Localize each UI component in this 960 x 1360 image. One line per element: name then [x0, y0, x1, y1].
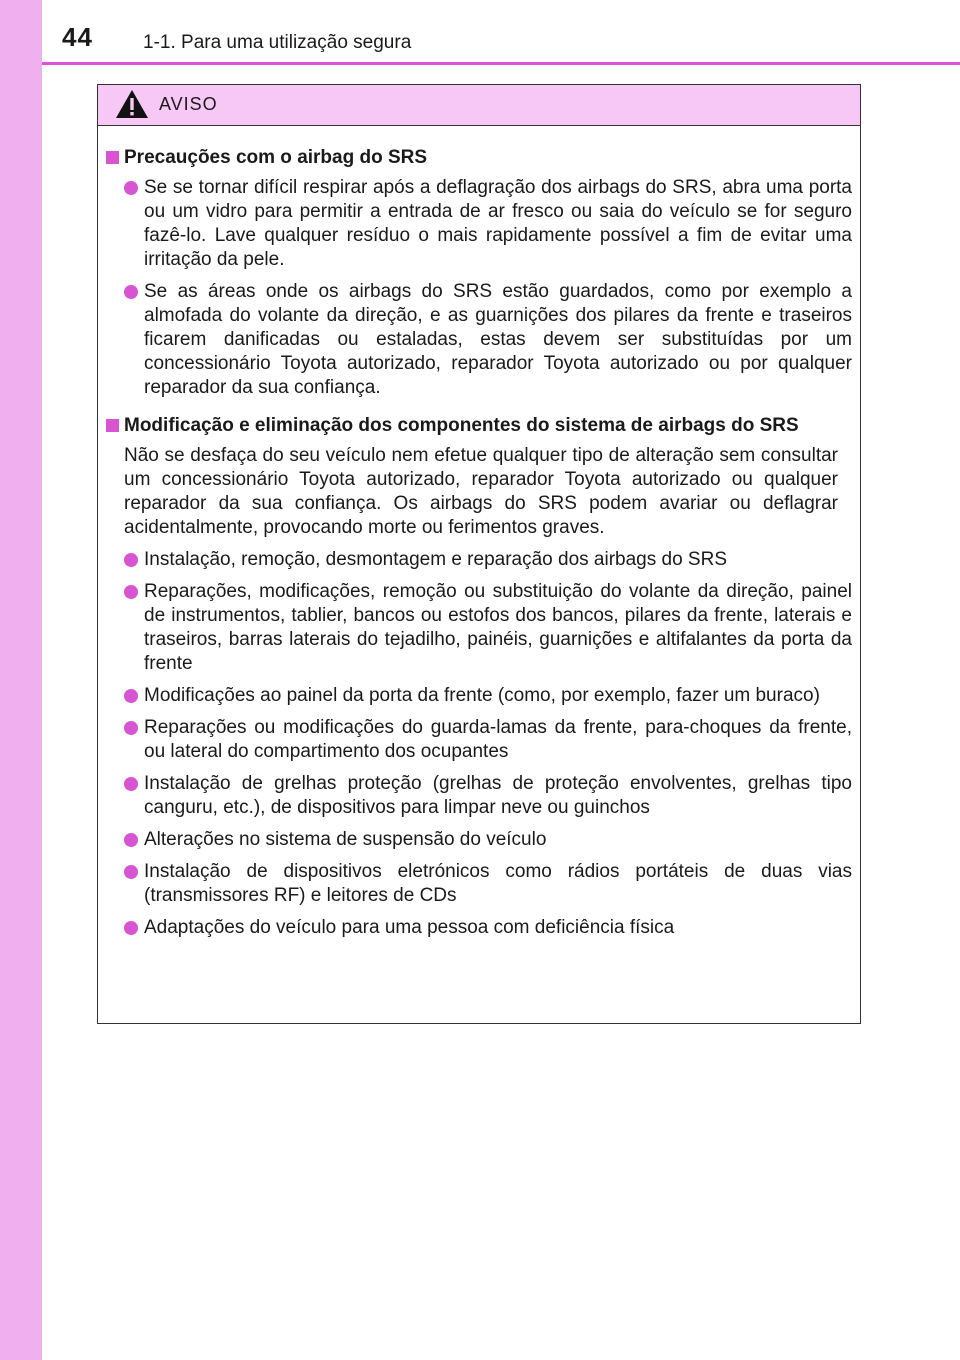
paragraph: Não se desfaça do seu veículo nem efetue qualquer tipo de alteração sem consultar um concessionário Toyota autorizado, reparador Toyota autorizado ou qualquer reparador da sua confiança. Os airbags do SRS podem avariar ou deflagrar acidentalmente, provocando morte ou ferimentos graves. — [124, 445, 838, 538]
heading-modification-disposal — [106, 414, 852, 438]
warning-triangle-icon — [115, 89, 149, 119]
warning-label: AVISO — [159, 94, 218, 114]
page-number: 44 — [62, 22, 93, 52]
list-item — [106, 176, 852, 272]
round-bullet-icon — [124, 777, 138, 791]
list-item-text: Instalação, remoção, desmontagem e reparação dos airbags do SRS — [144, 549, 727, 570]
warning-header — [98, 85, 860, 126]
round-bullet-icon — [124, 285, 138, 299]
list-item-text: Instalação de dispositivos eletrónicos como rádios portáteis de duas vias (transmissores RF) e leitores de CDs — [144, 861, 852, 906]
warning-box — [97, 84, 861, 1024]
section-title: 1-1. Para uma utilização segura — [143, 32, 412, 53]
round-bullet-icon — [124, 585, 138, 599]
list-item-text: Reparações ou modificações do guarda-lamas da frente, para-choques da frente, ou lateral do compartimento dos ocupantes — [144, 717, 852, 762]
list-item — [106, 828, 852, 852]
list-item — [106, 916, 852, 940]
round-bullet-icon — [124, 721, 138, 735]
round-bullet-icon — [124, 553, 138, 567]
heading-text: Modificação e eliminação dos componentes do sistema de airbags do SRS — [124, 415, 799, 436]
list-item — [106, 772, 852, 820]
list-item — [106, 280, 852, 400]
list-item — [106, 580, 852, 676]
list-item-text: Adaptações do veículo para uma pessoa com deficiência física — [144, 917, 675, 938]
side-tab-bar — [0, 0, 42, 1360]
square-bullet-icon — [106, 419, 119, 432]
list-item-text: Modificações ao painel da porta da frente (como, por exemplo, fazer um buraco) — [144, 685, 820, 706]
warning-body — [98, 126, 860, 940]
square-bullet-icon — [106, 151, 119, 164]
list-item-text: Se se tornar difícil respirar após a deflagração dos airbags do SRS, abra uma porta ou um vidro para permitir a entrada de ar fresco ou saia do veículo se for seguro fazê-lo. Lave qualquer resíduo o mais rapidamente possível a fim de evitar uma irritação da pele. — [144, 177, 852, 270]
round-bullet-icon — [124, 921, 138, 935]
round-bullet-icon — [124, 689, 138, 703]
list-item-text: Alterações no sistema de suspensão do veículo — [144, 829, 547, 850]
list-item-text: Se as áreas onde os airbags do SRS estão guardados, como por exemplo a almofada do volante da direção, e as guarnições dos pilares da frente e traseiros ficarem danificadas ou estaladas, estas devem ser substituídas por um concessionário Toyota autorizado, reparador Toyota autorizado ou por qualquer reparador da sua confiança. — [144, 281, 852, 398]
header-rule — [42, 62, 960, 65]
round-bullet-icon — [124, 833, 138, 847]
round-bullet-icon — [124, 181, 138, 195]
list-item — [106, 716, 852, 764]
heading-airbag-precautions — [106, 146, 852, 170]
heading-text: Precauções com o airbag do SRS — [124, 147, 428, 168]
list-item-text: Instalação de grelhas proteção (grelhas de proteção envolventes, grelhas tipo canguru, etc.), de dispositivos para limpar neve ou guinchos — [144, 773, 852, 818]
list-item — [106, 860, 852, 908]
round-bullet-icon — [124, 865, 138, 879]
list-item — [106, 548, 852, 572]
list-item-text: Reparações, modificações, remoção ou substituição do volante da direção, painel de instrumentos, tablier, bancos ou estofos dos bancos, pilares da frente, laterais e traseiros, barras laterais do tejadilho, painéis, guarnições e altifalantes da porta da frente — [144, 581, 852, 674]
list-item — [106, 684, 852, 708]
